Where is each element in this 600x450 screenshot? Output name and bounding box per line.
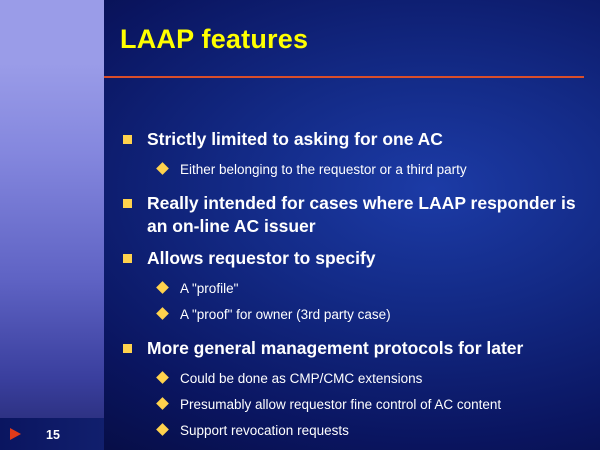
- diamond-bullet-icon: [156, 397, 169, 410]
- bullet-item: [120, 337, 582, 360]
- bullet-text: Strictly limited to asking for one AC: [147, 129, 443, 149]
- sub-bullet-text: A "proof" for owner (3rd party case): [180, 307, 391, 322]
- bullet-item: [120, 247, 582, 270]
- bullet-text: Really intended for cases where LAAP responder is an on-line AC issuer: [147, 193, 576, 236]
- sub-bullet-text: Either belonging to the requestor or a third party: [180, 162, 467, 177]
- sub-bullet-item: [120, 279, 582, 298]
- diamond-bullet-icon: [156, 281, 169, 294]
- sub-bullet-item: [120, 369, 582, 388]
- next-slide-arrow-icon[interactable]: [10, 428, 21, 440]
- square-bullet-icon: [123, 199, 132, 208]
- sub-bullet-text: Could be done as CMP/CMC extensions: [180, 371, 423, 386]
- diamond-bullet-icon: [156, 307, 169, 320]
- bullet-item: [120, 192, 582, 238]
- sub-bullet-item: [120, 305, 582, 324]
- diamond-bullet-icon: [156, 423, 169, 436]
- bullet-text: Allows requestor to specify: [147, 248, 376, 268]
- square-bullet-icon: [123, 254, 132, 263]
- square-bullet-icon: [123, 344, 132, 353]
- sub-bullet-text: A "profile": [180, 281, 239, 296]
- diamond-bullet-icon: [156, 162, 169, 175]
- sub-bullet-text: Support revocation requests: [180, 423, 349, 438]
- sub-bullet-text: Presumably allow requestor fine control of AC content: [180, 397, 502, 412]
- bullet-item: [120, 128, 582, 151]
- square-bullet-icon: [123, 135, 132, 144]
- title-divider: [104, 76, 584, 78]
- left-decorative-band: [0, 0, 104, 450]
- sub-bullet-item: [120, 160, 582, 179]
- slide-title: LAAP features: [120, 24, 309, 54]
- page-number: 15: [46, 428, 60, 442]
- slide-body: [120, 128, 582, 447]
- bullet-text: More general management protocols for later: [147, 338, 524, 358]
- sub-bullet-item: [120, 395, 582, 414]
- diamond-bullet-icon: [156, 371, 169, 384]
- sub-bullet-item: [120, 421, 582, 440]
